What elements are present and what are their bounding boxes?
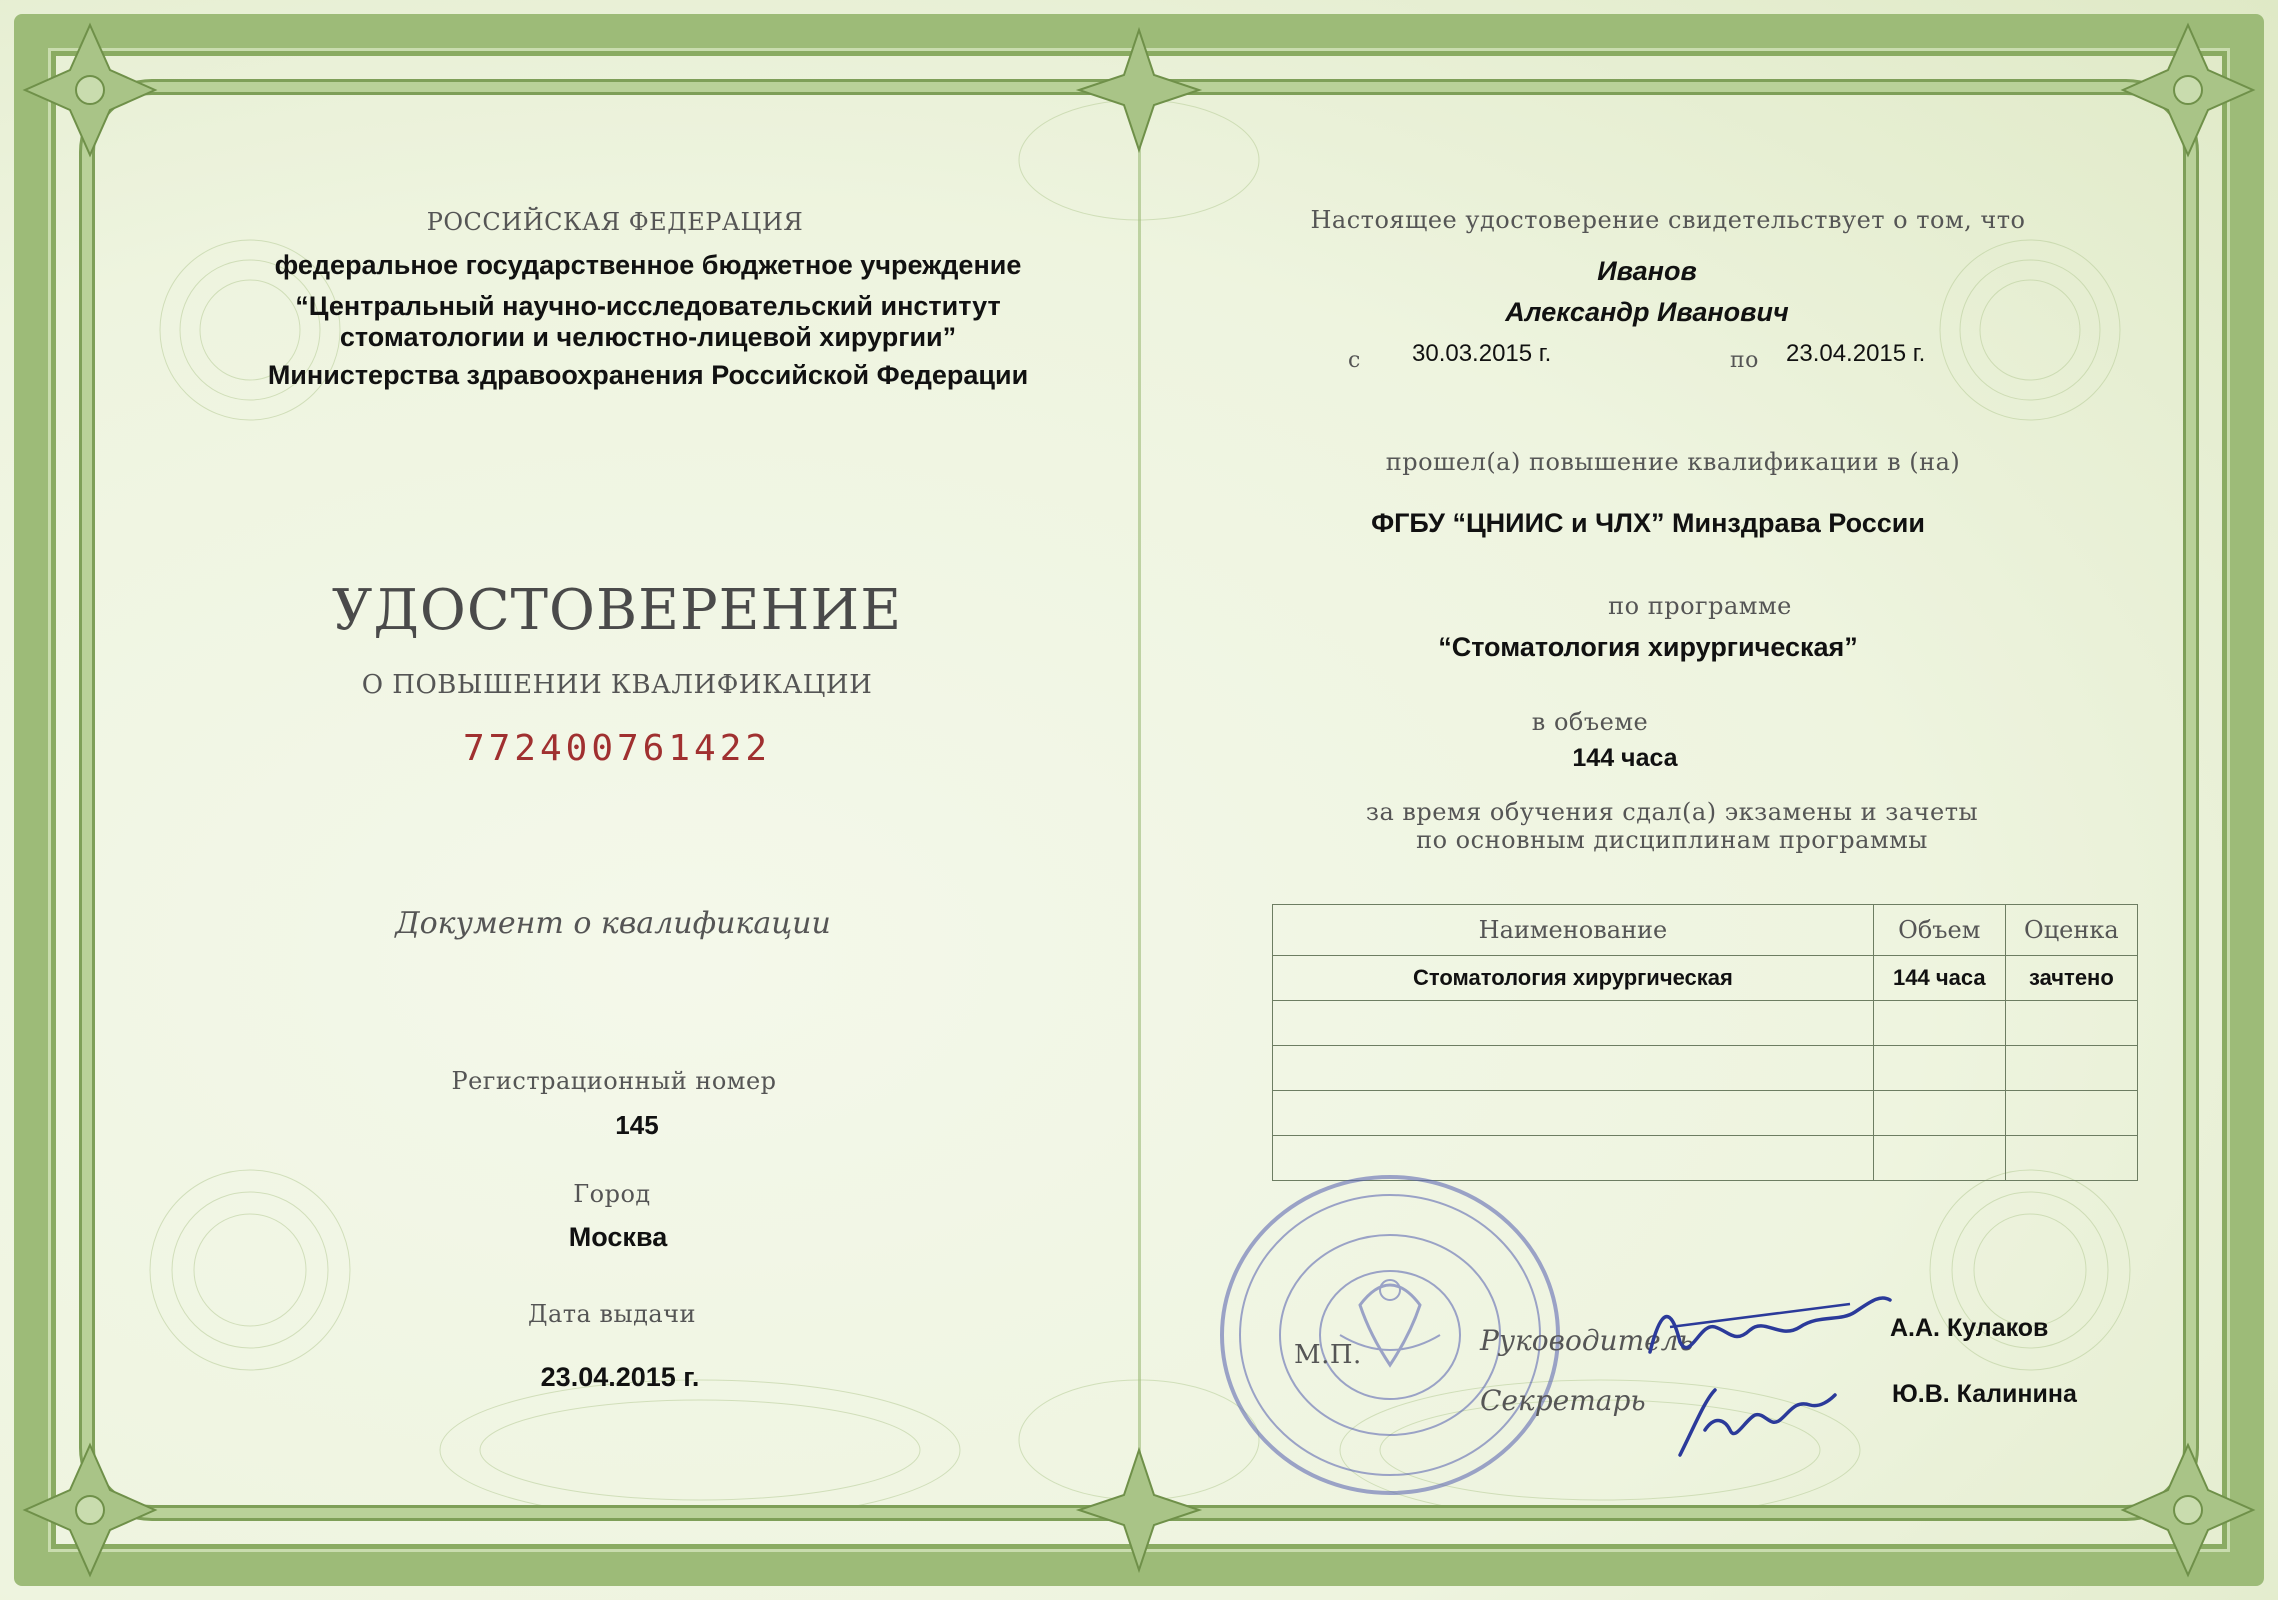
corner-ornament-bottom-right [2118, 1440, 2258, 1580]
institution-line-3: стоматологии и челюстно-лицевой хирургии” [339, 322, 957, 352]
table-cell-name [1273, 1001, 1874, 1046]
secretary-name: Ю.В. Калинина [1892, 1380, 2077, 1408]
table-header-row [1273, 905, 2138, 956]
table-header-volume: Объем [1873, 905, 2005, 956]
table-header-name: Наименование [1273, 905, 1874, 956]
table-cell-grade [2005, 1001, 2137, 1046]
table-cell-volume [1873, 1091, 2005, 1136]
table-cell-volume: 144 часа [1873, 956, 2005, 1001]
table-row [1273, 1001, 2138, 1046]
center-fold [1138, 30, 1141, 1570]
document-title: УДОСТОВЕРЕНИЕ [331, 578, 903, 643]
table-row [1273, 1046, 2138, 1091]
reg-number-label: Регистрационный номер [451, 1067, 777, 1095]
table-cell-grade: зачтено [2005, 956, 2137, 1001]
from-label: с [1348, 348, 1361, 373]
table-cell-name [1273, 1091, 1874, 1136]
holder-name: Александр Иванович [1505, 297, 1789, 327]
corner-ornament-top-right [2118, 20, 2258, 160]
table-row [1273, 1091, 2138, 1136]
table-cell-volume [1873, 1136, 2005, 1181]
secretary-signature [1670, 1370, 1840, 1470]
serial-number: 772400761422 [462, 728, 772, 769]
reg-number: 145 [615, 1110, 659, 1140]
table-header-grade: Оценка [2005, 905, 2137, 956]
exams-line-2: по основным дисциплинам программы [1416, 826, 1928, 854]
table-cell-name: Стоматология хирургическая [1273, 956, 1874, 1001]
table-cell-volume [1873, 1046, 2005, 1091]
city-value: Москва [568, 1222, 668, 1252]
from-date: 30.03.2015 г. [1412, 340, 1552, 367]
exams-line-1: за время обучения сдал(а) экзамены и зачеты [1365, 798, 1979, 826]
table-cell-volume [1873, 1001, 2005, 1046]
to-date: 23.04.2015 г. [1786, 340, 1926, 367]
program-label: по программе [1608, 592, 1792, 620]
institution-line-2: “Центральный научно-исследовательский институт [295, 291, 1001, 321]
table-row [1273, 956, 2138, 1001]
table-cell-grade [2005, 1091, 2137, 1136]
country-label: РОССИЙСКАЯ ФЕДЕРАЦИЯ [426, 208, 804, 236]
program-name: “Стоматология хирургическая” [1438, 632, 1858, 662]
director-label: Руководитель [1480, 1324, 1694, 1357]
fold-ornament-bottom [1069, 1440, 1209, 1580]
institution-line-4: Министерства здравоохранения Российской Федерации [267, 360, 1029, 390]
city-label: Город [573, 1180, 651, 1208]
stamp-place-label: М.П. [1294, 1340, 1362, 1370]
volume-value: 144 часа [1572, 744, 1678, 772]
holder-surname: Иванов [1597, 256, 1697, 286]
table-cell-grade [2005, 1136, 2137, 1181]
director-name: А.А. Кулаков [1890, 1314, 2049, 1342]
director-signature [1640, 1282, 1900, 1372]
secretary-label: Секретарь [1480, 1384, 1646, 1417]
table-cell-name [1273, 1046, 1874, 1091]
table-cell-grade [2005, 1046, 2137, 1091]
fold-ornament-top [1069, 20, 1209, 160]
volume-label: в объеме [1531, 708, 1649, 736]
issue-date-label: Дата выдачи [527, 1300, 697, 1328]
organization-name: ФГБУ “ЦНИИС и ЧЛХ” Минздрава России [1371, 508, 1925, 538]
to-label: по [1730, 348, 1759, 373]
corner-ornament-top-left [20, 20, 160, 160]
document-subtitle: О ПОВЫШЕНИИ КВАЛИФИКАЦИИ [361, 670, 873, 700]
institution-line-1: федеральное государственное бюджетное учреждение [274, 250, 1022, 280]
document-type: Документ о квалификации [395, 906, 831, 941]
passed-text: прошел(а) повышение квалификации в (на) [1385, 448, 1961, 476]
issue-date: 23.04.2015 г. [540, 1362, 700, 1392]
disciplines-table [1272, 904, 2138, 1181]
intro-text: Настоящее удостоверение свидетельствует о том, что [1310, 206, 2026, 234]
corner-ornament-bottom-left [20, 1440, 160, 1580]
